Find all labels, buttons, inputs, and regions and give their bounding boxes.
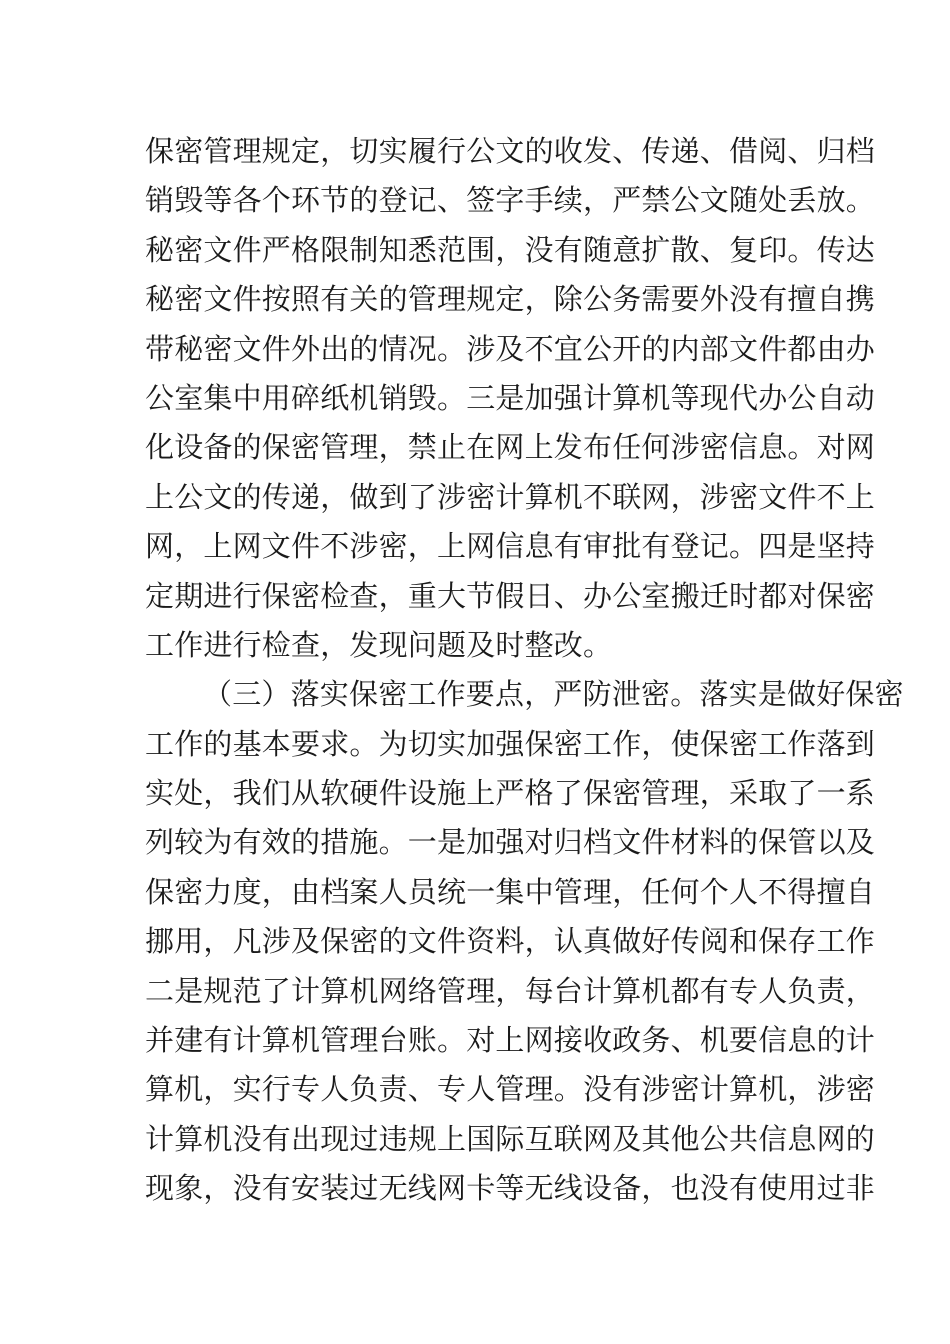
- text-line: 现象，没有安装过无线网卡等无线设备，也没有使用过非: [145, 1171, 876, 1206]
- text-line: 化设备的保密管理，禁止在网上发布任何涉密信息。对网: [145, 430, 876, 465]
- text-line: 保密管理规定，切实履行公文的收发、传递、借阅、归档: [145, 134, 876, 168]
- text-line: 列较为有效的措施。一是加强对归档文件材料的保管以及: [145, 825, 876, 860]
- text-line: 销毁等各个环节的登记、签字手续，严禁公文随处丢放。: [145, 183, 876, 218]
- text-line: 秘密文件按照有关的管理规定，除公务需要外没有擅自携: [145, 282, 876, 317]
- text-line: 网，上网文件不涉密，上网信息有审批有登记。四是坚持: [145, 529, 876, 564]
- section-heading-line: （三）落实保密工作要点，严防泄密。落实是做好保密: [203, 677, 904, 712]
- text-line: 实处，我们从软硬件设施上严格了保密管理，采取了一系: [145, 776, 876, 811]
- text-line: 二是规范了计算机网络管理，每台计算机都有专人负责，: [145, 973, 876, 1008]
- text-line: 计算机没有出现过违规上国际互联网及其他公共信息网的: [145, 1121, 876, 1156]
- text-line: 工作进行检查，发现问题及时整改。: [145, 627, 613, 662]
- text-line: 秘密文件严格限制知悉范围，没有随意扩散、复印。传达: [145, 232, 876, 267]
- text-line: 带秘密文件外出的情况。涉及不宜公开的内部文件都由办: [145, 331, 876, 366]
- text-line: 上公文的传递，做到了涉密计算机不联网，涉密文件不上: [145, 479, 876, 514]
- text-line: 算机，实行专人负责、专人管理。没有涉密计算机，涉密: [145, 1072, 876, 1107]
- text-line: 保密力度，由档案人员统一集中管理，任何个人不得擅自: [145, 874, 876, 909]
- text-line: 挪用，凡涉及保密的文件资料，认真做好传阅和保存工作: [145, 924, 876, 959]
- text-line: 并建有计算机管理台账。对上网接收政务、机要信息的计: [145, 1023, 876, 1058]
- text-line: 定期进行保密检查，重大节假日、办公室搬迁时都对保密: [145, 578, 876, 613]
- text-line: 公室集中用碎纸机销毁。三是加强计算机等现代办公自动: [145, 380, 876, 415]
- body-text: [145, 127, 904, 1214]
- text-line: 工作的基本要求。为切实加强保密工作，使保密工作落到: [145, 726, 876, 761]
